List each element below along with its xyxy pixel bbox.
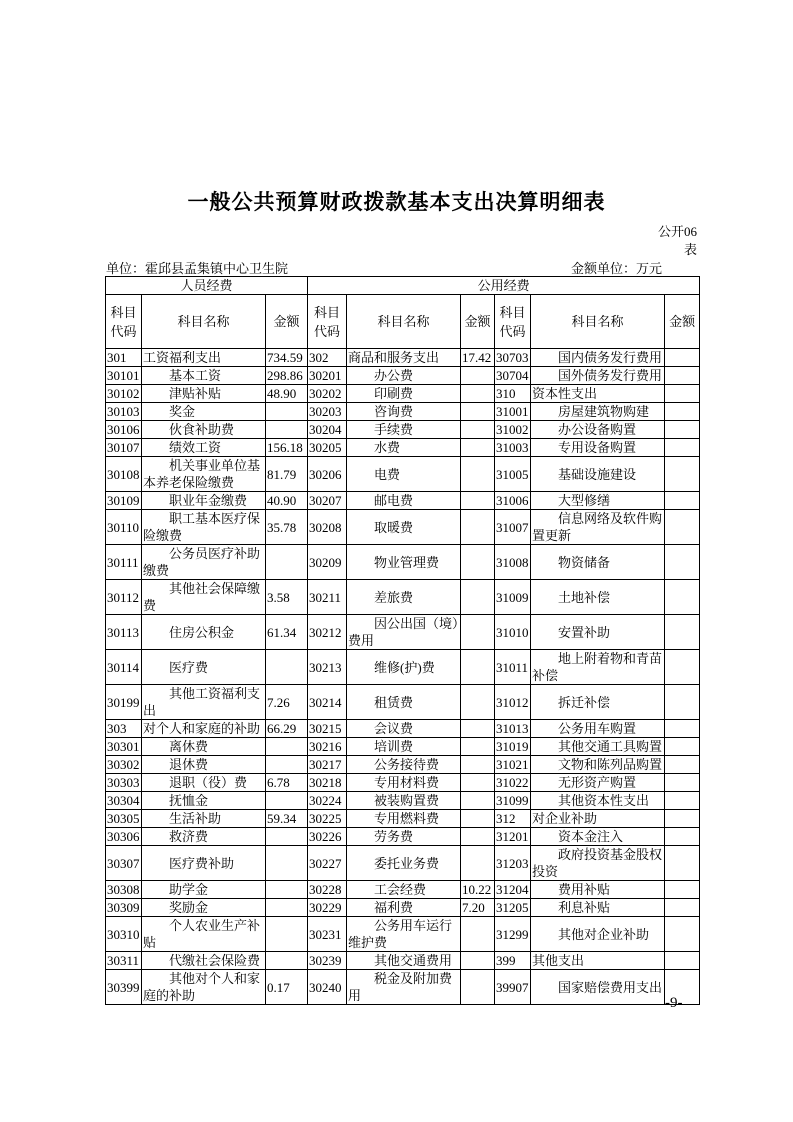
item-amount: [461, 615, 495, 650]
item-code: 30228: [308, 881, 347, 899]
item-code: 30107: [107, 440, 140, 455]
column-header-code: 科目代码: [106, 295, 142, 349]
item-name: 国内债务发行费用: [531, 349, 665, 367]
item-amount: [266, 828, 308, 846]
item-code: 30216: [308, 738, 347, 756]
item-amount: [665, 385, 700, 403]
column-header-name: 科目名称: [142, 295, 266, 349]
item-amount: 66.29: [266, 720, 308, 738]
item-name: 办公费: [347, 367, 461, 385]
item-code: 30227: [308, 846, 347, 881]
item-code: 30109: [107, 493, 140, 508]
column-header-amount: 金额: [665, 295, 700, 349]
item-name: 奖励金: [142, 899, 266, 917]
item-code: 31006: [496, 493, 529, 508]
item-code: 30108: [106, 457, 142, 492]
item-code: 30199: [106, 685, 142, 720]
item-amount: [665, 756, 700, 774]
item-amount: [665, 828, 700, 846]
table-row: [106, 756, 700, 774]
item-code: 31010: [495, 615, 531, 650]
item-amount: 40.90: [266, 492, 308, 510]
item-name: 基本工资: [142, 367, 266, 385]
item-name: 物资储备: [531, 545, 665, 580]
item-name: 奖金: [142, 403, 266, 421]
table-row: [106, 492, 700, 510]
item-code: 30212: [308, 615, 347, 650]
item-code: 30306: [107, 829, 140, 844]
item-code: 30302: [107, 757, 140, 772]
item-code: 30203: [308, 403, 347, 421]
table-row: [106, 685, 700, 720]
item-amount: [461, 952, 495, 970]
item-code: 30301: [107, 739, 140, 754]
item-amount: [665, 615, 700, 650]
item-code: 30208: [308, 510, 347, 545]
item-code: 31205: [496, 900, 529, 915]
item-name: 个人农业生产补贴: [142, 917, 266, 952]
item-code: 30703: [496, 350, 529, 365]
item-name: 被装购置费: [347, 792, 461, 810]
item-name: 离休费: [142, 738, 266, 756]
item-amount: [461, 792, 495, 810]
item-code: 30399: [106, 970, 142, 1005]
page-title: 一般公共预算财政拨款基本支出决算明细表: [187, 190, 606, 214]
item-name: 办公设备购置: [531, 421, 665, 439]
item-name: 福利费: [347, 899, 461, 917]
table-row: [106, 774, 700, 792]
item-name: 费用补贴: [531, 881, 665, 899]
item-code: 30206: [308, 457, 347, 492]
item-amount: [461, 421, 495, 439]
item-amount: 48.90: [266, 385, 308, 403]
item-name: 因公出国（境）费用: [348, 616, 459, 648]
table-row: [106, 403, 700, 421]
item-name: 大型修缮: [531, 492, 665, 510]
item-amount: [266, 792, 308, 810]
item-code: 31013: [496, 721, 529, 736]
item-name: 退休费: [142, 756, 266, 774]
item-name: 基础设施建设: [531, 457, 665, 492]
item-code: 31201: [496, 829, 529, 844]
item-name: 物业管理费: [347, 545, 461, 580]
item-name: 地上附着物和青苗补偿: [531, 650, 665, 685]
item-amount: [665, 881, 700, 899]
table-row: [106, 917, 700, 952]
table-row: [106, 580, 700, 615]
item-name: 资本性支出: [531, 385, 665, 403]
item-name: 劳务费: [347, 828, 461, 846]
table-row: [106, 810, 700, 828]
item-amount: [461, 738, 495, 756]
item-amount: [266, 917, 308, 952]
item-amount: [266, 756, 308, 774]
item-code: 30239: [308, 952, 347, 970]
expenditure-table: [105, 276, 700, 1005]
item-amount: [461, 756, 495, 774]
item-name: 伙食补助费: [142, 421, 266, 439]
item-code: 31203: [495, 846, 531, 881]
item-name: 安置补助: [531, 615, 665, 650]
item-name: 工资福利支出: [142, 349, 266, 367]
item-amount: 81.79: [266, 457, 308, 492]
item-name: 代缴社会保险费: [142, 952, 266, 970]
item-code: 31007: [495, 510, 531, 545]
item-amount: 156.18: [266, 439, 308, 457]
item-name: 其他对个人和家庭的补助: [142, 970, 266, 1005]
item-code: 310: [495, 385, 531, 403]
item-name: 其他交通费用: [347, 952, 461, 970]
item-amount: [461, 580, 495, 615]
item-name: 生活补助: [142, 810, 266, 828]
item-code: 30209: [308, 545, 347, 580]
item-code: 30224: [308, 792, 347, 810]
item-code: 30103: [107, 404, 140, 419]
item-code: 30102: [107, 386, 140, 401]
item-code: 31204: [496, 882, 529, 897]
page-number: -9-: [665, 995, 683, 1011]
item-amount: [461, 545, 495, 580]
item-code: 30211: [308, 580, 347, 615]
table-row: [106, 385, 700, 403]
item-name: 专用材料费: [347, 774, 461, 792]
item-name: 抚恤金: [142, 792, 266, 810]
item-amount: [665, 792, 700, 810]
item-code: 31019: [496, 739, 529, 754]
item-amount: [461, 367, 495, 385]
item-amount: 7.26: [266, 685, 308, 720]
item-name: 拆迁补偿: [531, 685, 665, 720]
item-name: 资本金注入: [531, 828, 665, 846]
item-code: 30303: [107, 775, 140, 790]
item-name: 其他社会保障缴费: [142, 580, 266, 615]
item-name: 对个人和家庭的补助: [142, 720, 266, 738]
item-name: 取暖费: [347, 510, 461, 545]
table-row: [106, 881, 700, 899]
item-name: 其他支出: [531, 952, 665, 970]
item-code: 30704: [496, 368, 529, 383]
item-name: 利息补贴: [531, 899, 665, 917]
item-amount: [461, 970, 495, 1005]
item-amount: [665, 403, 700, 421]
item-name: 工会经费: [347, 881, 461, 899]
table-row: [106, 828, 700, 846]
item-code: 39907: [495, 970, 531, 1005]
table-row: [106, 650, 700, 685]
item-name: 机关事业单位基本养老保险缴费: [142, 457, 266, 492]
item-name: 差旅费: [347, 580, 461, 615]
item-code: 30215: [308, 720, 347, 738]
item-amount: [266, 952, 308, 970]
item-name: 政府投资基金股权投资: [531, 846, 665, 881]
item-code: 31011: [495, 650, 531, 685]
item-amount: [665, 810, 700, 828]
item-amount: [266, 899, 308, 917]
item-amount: [665, 510, 700, 545]
table-row: [106, 439, 700, 457]
item-name: 商品和服务支出: [347, 349, 461, 367]
item-amount: 7.20: [461, 899, 495, 917]
item-code: 31002: [496, 422, 529, 437]
item-amount: [665, 774, 700, 792]
item-name: 印刷费: [347, 385, 461, 403]
item-name: 培训费: [347, 738, 461, 756]
item-name: 无形资产购置: [531, 774, 665, 792]
item-code: 30225: [308, 810, 347, 828]
item-code: 31299: [495, 917, 531, 952]
item-name: 咨询费: [347, 403, 461, 421]
item-code: 30114: [106, 650, 142, 685]
item-name: 电费: [347, 457, 461, 492]
table-row: [106, 952, 700, 970]
item-code: 31021: [496, 757, 529, 772]
item-amount: 35.78: [266, 510, 308, 545]
item-code: 312: [495, 810, 531, 828]
item-amount: [461, 810, 495, 828]
item-code: 31003: [496, 440, 529, 455]
table-row: [106, 457, 700, 492]
item-name: 国外债务发行费用: [531, 367, 665, 385]
item-amount: [461, 385, 495, 403]
item-code: 30229: [308, 899, 347, 917]
item-code: 30201: [308, 367, 347, 385]
item-name: 其他交通工具购置: [531, 738, 665, 756]
item-amount: [665, 720, 700, 738]
item-code: 31008: [495, 545, 531, 580]
item-amount: [461, 510, 495, 545]
item-amount: [461, 774, 495, 792]
item-code: 30226: [308, 828, 347, 846]
item-code: 302: [308, 349, 347, 367]
item-amount: [665, 952, 700, 970]
form-number-line1: 公开06: [657, 224, 697, 239]
item-code: 30307: [106, 846, 142, 881]
group-header-public: 公用经费: [308, 277, 700, 295]
item-name: 水费: [347, 439, 461, 457]
item-code: 30214: [308, 685, 347, 720]
table-row: [106, 349, 700, 367]
item-amount: [461, 403, 495, 421]
item-name: 助学金: [142, 881, 266, 899]
item-amount: 734.59: [266, 349, 308, 367]
item-amount: 59.34: [266, 810, 308, 828]
item-code: 31005: [495, 457, 531, 492]
item-code: 30308: [107, 882, 140, 897]
item-code: 30304: [107, 793, 140, 808]
item-amount: 10.22: [461, 881, 495, 899]
item-amount: [665, 899, 700, 917]
item-name: 其他对企业补助: [531, 917, 665, 952]
item-name: 国家赔偿费用支出: [531, 970, 665, 1005]
item-name: 职业年金缴费: [142, 492, 266, 510]
item-name: 租赁费: [347, 685, 461, 720]
item-name: 津贴补贴: [142, 385, 266, 403]
item-code: 30204: [308, 421, 347, 439]
item-amount: 298.86: [266, 367, 308, 385]
item-name: 退职（役）费: [142, 774, 266, 792]
column-header-amount: 金额: [266, 295, 308, 349]
table-row: [106, 970, 700, 1005]
column-header-amount: 金额: [461, 295, 495, 349]
table-row: [106, 738, 700, 756]
item-amount: [266, 738, 308, 756]
item-name: 会议费: [347, 720, 461, 738]
item-name: 房屋建筑物购建: [531, 403, 665, 421]
item-code: 30310: [106, 917, 142, 952]
item-code: 301: [106, 349, 142, 367]
item-name: 维修(护)费: [347, 650, 461, 685]
item-amount: [665, 439, 700, 457]
item-amount: 61.34: [266, 615, 308, 650]
item-name: 专用燃料费: [347, 810, 461, 828]
form-number: [658, 223, 697, 259]
table-row: [106, 792, 700, 810]
item-name: 专用设备购置: [531, 439, 665, 457]
table-row: [106, 899, 700, 917]
item-amount: 0.17: [266, 970, 308, 1005]
item-name: 医疗费补助: [142, 846, 266, 881]
item-amount: [266, 421, 308, 439]
unit-label: 单位：霍邱县孟集镇中心卫生院: [106, 261, 289, 276]
item-amount: [665, 367, 700, 385]
column-header-name: 科目名称: [531, 295, 665, 349]
table-row: [106, 720, 700, 738]
item-name: 医疗费: [142, 650, 266, 685]
group-header-personnel: 人员经费: [106, 277, 308, 295]
item-amount: [266, 846, 308, 881]
item-amount: [461, 439, 495, 457]
table-row: [106, 367, 700, 385]
item-code: 30205: [308, 439, 347, 457]
item-code: 30218: [308, 774, 347, 792]
item-code: 30207: [308, 492, 347, 510]
item-code: 31099: [496, 793, 529, 808]
table-row: [106, 510, 700, 545]
item-code: 30311: [106, 952, 142, 970]
item-code: 30309: [107, 900, 140, 915]
item-amount: [665, 457, 700, 492]
item-amount: [665, 917, 700, 952]
column-header-code: 科目代码: [495, 295, 531, 349]
form-number-line2: 表: [683, 242, 697, 257]
item-amount: [461, 492, 495, 510]
item-amount: [665, 421, 700, 439]
item-amount: 17.42: [461, 349, 495, 367]
item-amount: 6.78: [266, 774, 308, 792]
item-name: 邮电费: [347, 492, 461, 510]
item-amount: [266, 403, 308, 421]
item-name: 绩效工资: [142, 439, 266, 457]
item-amount: [665, 580, 700, 615]
amount-unit-label: 金额单位：万元: [571, 261, 663, 276]
item-code: 31022: [496, 775, 529, 790]
item-name: 公务用车购置: [531, 720, 665, 738]
item-code: 30112: [106, 580, 142, 615]
item-amount: [665, 685, 700, 720]
item-amount: [461, 457, 495, 492]
item-code: 30101: [107, 368, 140, 383]
item-amount: [266, 545, 308, 580]
item-code: 30202: [308, 385, 347, 403]
column-header-code: 科目代码: [308, 295, 347, 349]
table-row: [106, 545, 700, 580]
item-amount: [665, 492, 700, 510]
item-name: 公务员医疗补助缴费: [142, 545, 266, 580]
item-code: 31009: [495, 580, 531, 615]
item-code: 30213: [308, 650, 347, 685]
item-code: 30240: [308, 970, 347, 1005]
item-name: 公务用车运行维护费: [347, 917, 461, 952]
item-amount: [665, 738, 700, 756]
item-code: 30111: [106, 545, 142, 580]
item-amount: [461, 917, 495, 952]
item-code: 30113: [106, 615, 142, 650]
item-name: 文物和陈列品购置: [531, 756, 665, 774]
item-name: 救济费: [142, 828, 266, 846]
item-name: 对企业补助: [531, 810, 665, 828]
item-amount: [665, 650, 700, 685]
item-name: 手续费: [347, 421, 461, 439]
item-code: 399: [495, 952, 531, 970]
item-code: 30106: [107, 422, 140, 437]
item-name: 住房公积金: [142, 615, 266, 650]
table-row: [106, 615, 700, 650]
item-amount: [461, 720, 495, 738]
item-code: 31012: [495, 685, 531, 720]
item-name: 税金及附加费用: [347, 970, 461, 1005]
item-code: 31001: [496, 404, 529, 419]
item-name: 其他工资福利支出: [142, 685, 266, 720]
item-amount: 3.58: [266, 580, 308, 615]
item-amount: [665, 545, 700, 580]
item-name: 土地补偿: [531, 580, 665, 615]
item-name: 职工基本医疗保险缴费: [142, 510, 266, 545]
item-name: 委托业务费: [347, 846, 461, 881]
column-header-name: 科目名称: [347, 295, 461, 349]
item-amount: [665, 349, 700, 367]
item-amount: [461, 828, 495, 846]
item-code: 30305: [107, 811, 140, 826]
item-name: 其他资本性支出: [531, 792, 665, 810]
item-code: 30217: [308, 756, 347, 774]
item-amount: [266, 650, 308, 685]
table-row: [106, 846, 700, 881]
item-name: 信息网络及软件购置更新: [531, 510, 665, 545]
item-name: 公务接待费: [347, 756, 461, 774]
item-amount: [266, 881, 308, 899]
item-amount: [461, 650, 495, 685]
item-amount: [461, 846, 495, 881]
item-amount: [665, 846, 700, 881]
item-amount: [461, 685, 495, 720]
item-code: 303: [106, 720, 142, 738]
item-code: 30231: [308, 917, 347, 952]
table-row: [106, 421, 700, 439]
item-code: 30110: [106, 510, 142, 545]
